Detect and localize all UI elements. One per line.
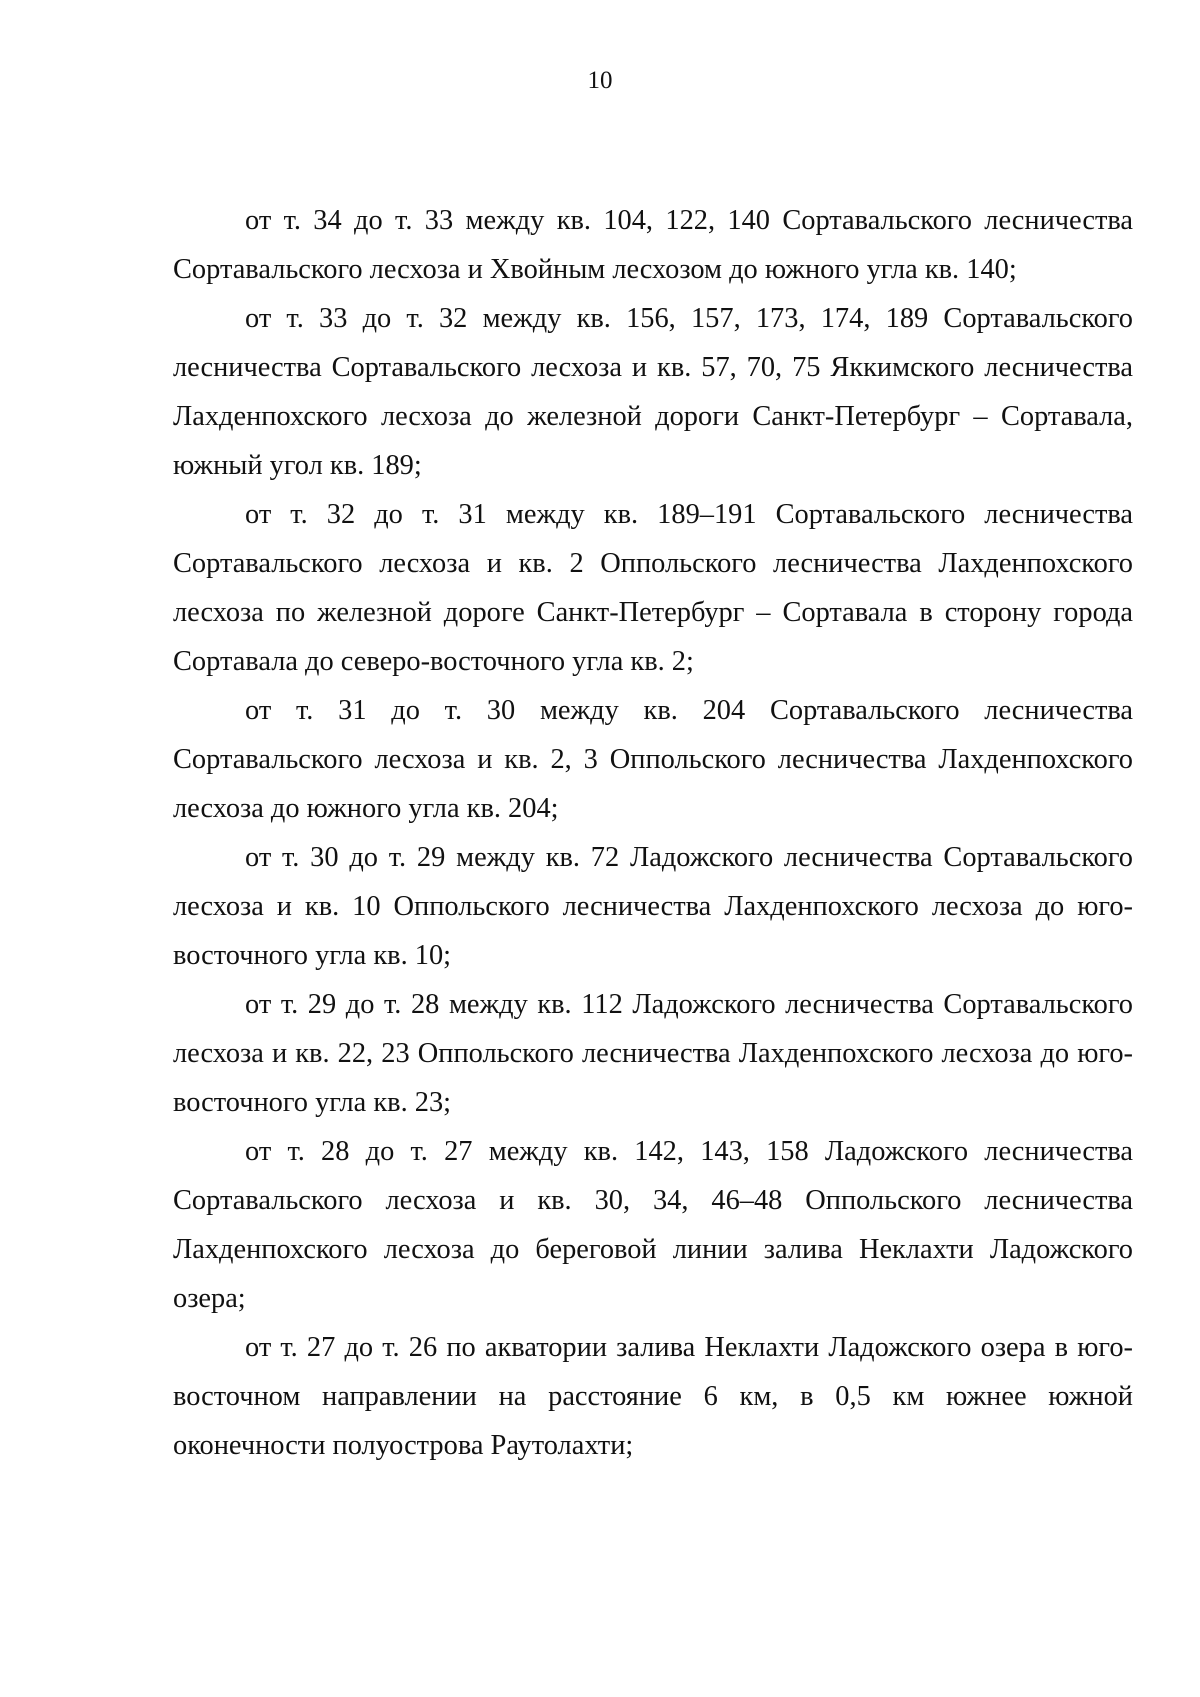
paragraph-boundary-27-26: от т. 27 до т. 26 по акватории залива Неклахти Ладожского озера в юго-восточном направлении на расстояние 6 км, в 0,5 км южнее южной оконечности полуострова Раутолахти; xyxy=(173,1332,1133,1461)
paragraph-boundary-29-28: от т. 29 до т. 28 между кв. 112 Ладожского лесничества Сортавальского лесхоза и кв. 22, 23 Оппольского лесничества Лахденпохского лесхоза до юго-восточного угла кв. 23; xyxy=(173,989,1133,1118)
paragraph-boundary-30-29: от т. 30 до т. 29 между кв. 72 Ладожского лесничества Сортавальского лесхоза и кв. 10 Оппольского лесничества Лахденпохского лесхоза до юго-восточного угла кв. 10; xyxy=(173,842,1133,971)
document-body xyxy=(173,196,1133,1470)
paragraph-boundary-33-32: от т. 33 до т. 32 между кв. 156, 157, 173, 174, 189 Сортавальского лесничества Сортавальского лесхоза и кв. 57, 70, 75 Яккимского лесничества Лахденпохского лесхоза до железной дороги Санкт-Петербург – Сортавала, южный угол кв. 189; xyxy=(173,303,1133,481)
paragraph-boundary-34-33: от т. 34 до т. 33 между кв. 104, 122, 140 Сортавальского лесничества Сортавальского лесхоза и Хвойным лесхозом до южного угла кв. 140; xyxy=(173,205,1133,285)
page-number: 10 xyxy=(587,67,613,94)
paragraph-boundary-31-30: от т. 31 до т. 30 между кв. 204 Сортавальского лесничества Сортавальского лесхоза и кв. 2, 3 Оппольского лесничества Лахденпохского лесхоза до южного угла кв. 204; xyxy=(173,695,1133,824)
paragraph-boundary-32-31: от т. 32 до т. 31 между кв. 189–191 Сортавальского лесничества Сортавальского лесхоза и кв. 2 Оппольского лесничества Лахденпохского лесхоза по железной дороге Санкт-Петербург – Сортавала в сторону города Сортавала до северо-восточного угла кв. 2; xyxy=(173,499,1133,677)
paragraph-boundary-28-27: от т. 28 до т. 27 между кв. 142, 143, 158 Ладожского лесничества Сортавальского лесхоза и кв. 30, 34, 46–48 Оппольского лесничества Лахденпохского лесхоза до береговой линии залива Неклахти Ладожского озера; xyxy=(173,1136,1133,1314)
